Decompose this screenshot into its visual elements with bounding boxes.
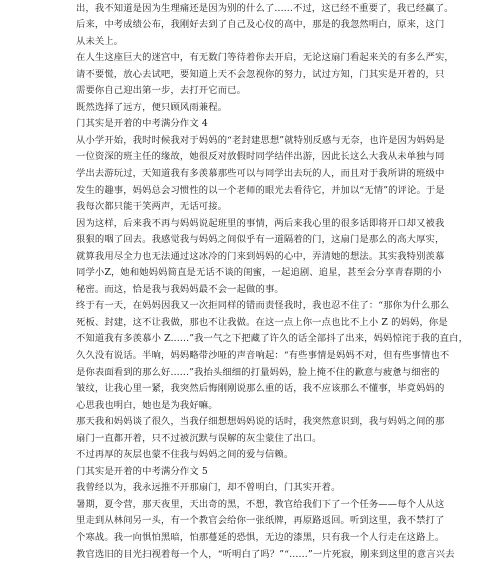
text-line: 既然选择了远方，便只顾风雨兼程。: [76, 101, 228, 113]
text-line: 我每次都只能干笑两声，无话可接。: [76, 201, 228, 213]
text-line: 久久没有说话。半晌，妈妈略带沙哑的声音响起：“有些事情是妈妈不对，但有些事情也不: [76, 349, 450, 361]
text-line: 在人生这座巨大的迷宫中，有无数门等待着你去开启，无论这扇门看起来关的有多么严实，: [76, 52, 454, 64]
essay-text: [76, 1, 469, 564]
text-line: 扇门一直都开着，只不过被沉默与误解的灰尘蒙住了出口。: [76, 432, 322, 444]
text-line: 死板、封建，这不让我做，那也不让我做。在这一点上你一点也比不上小 Z 的妈妈，你是: [76, 316, 448, 328]
text-line: 同学小Z，她和她妈妈简直是无话不谈的闺蜜，一起追剧、追星，甚至会分享青春期的小: [76, 267, 442, 279]
text-line: 发生的趣事，妈妈总会习惯性的以一个老师的眼光去看待它，并加以“无情”的评论。于是: [76, 184, 445, 196]
text-line: 门其实是开着的中考满分作文 4: [76, 118, 208, 130]
text-line: 一位资深的班主任的缘故，她很反对放假时同学结伴出游，因此长这么大我从未单独与同: [76, 151, 445, 163]
document-page: [0, 1, 500, 567]
text-line: 心思我也明白，她也是为我好嘛。: [76, 399, 218, 411]
text-line: 从小学开始，我时时候我对于妈妈的“老封建思想”就特别反感与无奈，也许是因为妈妈是: [76, 134, 445, 146]
text-line: 需要你自己迎出第一步，去打开它而已。: [76, 85, 247, 97]
text-line: 从未关上。: [76, 35, 124, 47]
text-line: 教官选旧的目光扫视着每一个人，“听明白了吗？”“……”一片死寂，刚来到这里的意言兴去: [76, 548, 455, 560]
text-line: 个寒战。我一向惧怕黑暗，怕那蔓延的恐惧，无边的漆黑，只有我一个人行走在这路上。: [76, 532, 445, 543]
text-line: 请不要慌，放心去试吧，要知道上天不会忽视你的努力，试过方知，门其实是开着的，只: [76, 68, 445, 80]
text-line: 是你表面看到的那么好......”我抬头细细的打量妈妈，脸上掩不住的歉意与疲惫与细密的: [76, 366, 440, 378]
text-line: 出，我不知道是因为生理痛还是因为别的什么了......不过，这已经不重要了，我已经赢了。: [76, 2, 454, 14]
text-line: 就算我用尽全力也无法通过这冰冷的门来到妈妈的心中，弄清她的想法。其实我特别羡慕: [76, 250, 445, 262]
text-line: 暑期，夏令营，那天夜里，天出奇的黑，不想，教官给我们下了一个任务——每个人从这: [76, 498, 445, 510]
text-line: 狠狠的咽了回去。我感觉我与妈妈之间似乎有一道隔着的门，这扇门是那么的高大厚实，: [76, 234, 445, 246]
text-line: 我曾经以为，我永远推不开那扇门，却不曾明白，门其实开着。: [76, 482, 341, 494]
text-line: 里走到从林间另一头，有一个教官会给你一张纸牌，再原路返回。听到这里，我不禁打了: [76, 515, 445, 527]
text-line: 秘密。而这，恰是我与我妈妈最不会一起做的事。: [76, 283, 284, 295]
text-line: 终于有一天，在妈妈因我又一次拒同样的错而责怪我时，我也忍不住了：“那你为什么那么: [76, 300, 450, 312]
text-line: 不知道我有多羡慕小 Z......”我一气之下把藏了许久的话全部抖了出来，妈妈惊诧于我的直白，: [76, 333, 469, 345]
text-line: 后来，中考成绩公布，我刚好去到了自己及心仪的高中，那是的我忽然明白，原来，这门: [76, 19, 445, 31]
text-line: 那天我和妈妈谈了很久，当我仔细想想妈妈说的话时，我突然意识到，我与妈妈之间的那: [76, 416, 445, 428]
text-line: 学出去游玩过，天知道我有多羡慕那些可以与同学出去玩的人，而且对于我所讲的班级中: [76, 167, 445, 179]
text-line: 不过再厚的灰层也蒙不住我与妈妈之间的爱与信赖。: [76, 449, 294, 461]
text-line: 因为这样，后来我不再与妈妈说起班里的事情，两后来我心里的很多话即将开口却又被我: [76, 217, 445, 229]
text-line: 皱纹，让我心里一紧，我突然后悔刚刚说那么重的话，我不应该那么不懂事，毕竟妈妈的: [76, 383, 445, 395]
text-line: 门其实是开着的中考满分作文 5: [76, 465, 208, 477]
